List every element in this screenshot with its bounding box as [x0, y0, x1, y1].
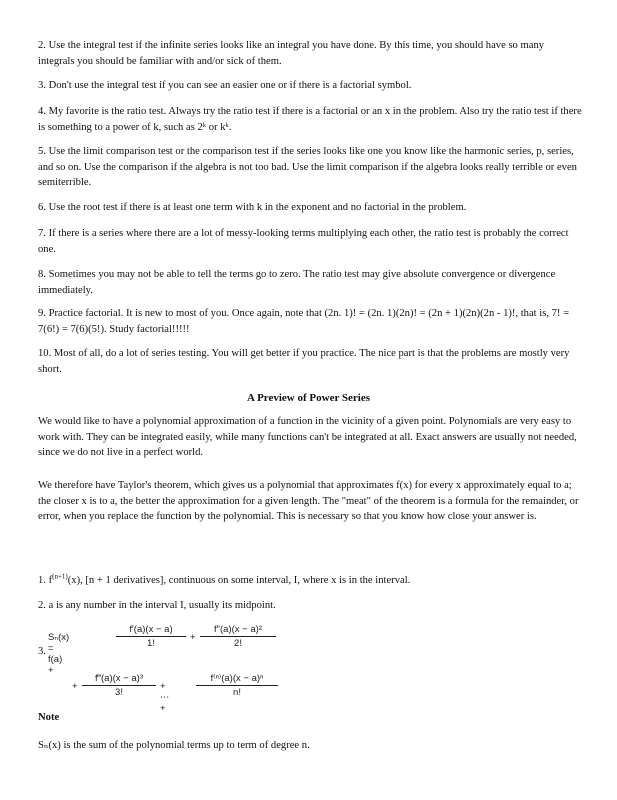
formula-term-3: f‴(a)(x − a)³ 3! — [82, 673, 156, 698]
note-label: Note — [38, 712, 60, 723]
formula-term-n: f⁽ⁿ⁾(a)(x − a)ⁿ n! — [196, 673, 278, 698]
tip-9: 9. Practice factorial. It is new to most of you. Once again, note that (2n. 1)! = (2n. 1)(2n)! = (2n + 1)(2n)(2n - 1)!, that is, 7! = 7(6!) = 7(6)(5!). Study factorial!!!!! — [38, 308, 570, 335]
condition-3-label: 3. — [38, 646, 46, 657]
tip-5: 5. Use the limit comparison test or the comparison test if the series looks like one you know like the harmonic series, p, series, and so on. Use the comparison if the algebra is not too bad. Use the limit comparison if the algebra looks really terrible or even semiterrible. — [38, 146, 577, 188]
formula-plus-1: + — [190, 632, 196, 643]
tip-3: 3. Don't use the integral test if you can see an easier one or if there is a factorial symbol. — [38, 80, 412, 91]
tip-7: 7. If there is a series where there are a lot of messy-looking terms multiplying each other, the ratio test is probably the correct one. — [38, 228, 569, 255]
tip-10: 10. Most of all, do a lot of series testing. You will get better if you practice. The nice part is that the problems are mostly very short. — [38, 348, 570, 375]
formula-term-2: f″(a)(x − a)² 2! — [200, 624, 276, 649]
taylor-paragraph: We therefore have Taylor's theorem, which gives us a polynomial that approximates f(x) for every x approximately equal to a; the closer x is to a, the better the approximation for a given length. The "meat" of the theorem is a formula for the remainder, or error, when you replace the function by the polynomial. This is necessary so that you know how close your answer is. — [38, 480, 579, 522]
formula-term-1: f′(a)(x − a) 1! — [116, 624, 186, 649]
tip-8: 8. Sometimes you may not be able to tell the terms go to zero. The ratio test may give absolute convergence or divergence immediately. — [38, 269, 556, 296]
formula-ellipsis: + ⋯ + — [160, 681, 170, 714]
tip-6: 6. Use the root test if there is at least one term with k in the exponent and no factorial in the problem. — [38, 202, 467, 213]
formula-lhs: Sₙ(x) = f(a) + — [48, 632, 70, 676]
condition-1: 1. $f^{(n+1)}(x)$, [n + 1 derivatives], continuous on some interval, I, where x is in the interval. — [38, 572, 411, 586]
tip-4: 4. My favorite is the ratio test. Always try the ratio test if there is a factorial or an x in the problem. Also try the ratio test if there is something to a power of k, such as 2ᵏ or kᵏ. — [38, 106, 582, 133]
section-title: A Preview of Power Series — [247, 392, 370, 404]
condition-2: 2. a is any number in the interval I, usually its midpoint. — [38, 600, 276, 611]
tip-2: 2. Use the integral test if the infinite series looks like an integral you have done. By this time, you should have so many integrals you should be familiar with and/or sick of them. — [38, 40, 545, 67]
note-text: Sₙ(x) is the sum of the polynomial terms up to term of degree n. — [38, 740, 310, 751]
intro-paragraph: We would like to have a polynomial approximation of a function in the vicinity of a given point. Polynomials are very easy to work with. They can be integrated easily, while many functions can't be integrated at all. Exact answers are usually not needed, since we do not live in a perfect world. — [38, 416, 577, 458]
formula-plus-2: + — [72, 681, 78, 692]
